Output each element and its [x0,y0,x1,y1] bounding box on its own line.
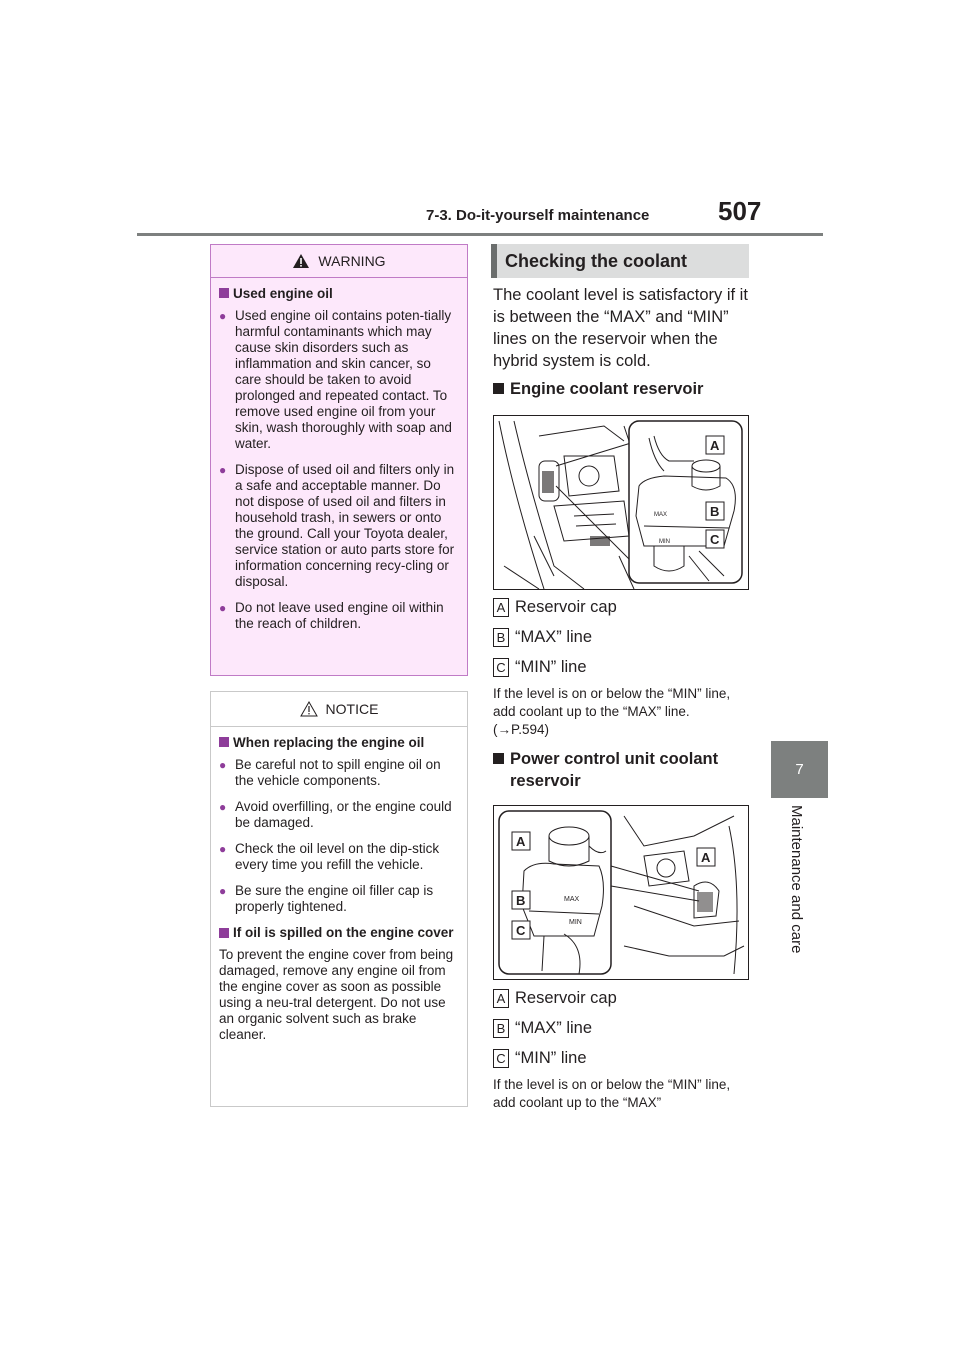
svg-text:MIN: MIN [659,539,670,545]
warning-box [210,244,468,676]
section-title: 7-3. Do-it-yourself maintenance [426,207,650,224]
svg-text:MIN: MIN [569,919,582,926]
list-item: ● Avoid overfilling, or the engine could be damaged. [219,799,452,830]
bullet-icon: ● [219,884,227,898]
svg-text:MAX: MAX [654,512,668,518]
pcu-reservoir-heading: Power control unit coolant [493,748,718,770]
list-item: ● Used engine oil contains poten-tially harmful contaminants which may cause skin disorders such as inflammation and skin cancer, so care should be taken to avoid prolonged and repeated contact. To remove used engine oil from your skin, wash thoroughly with soap and water. [219,308,452,451]
notice-title: NOTICE [325,701,379,717]
bullet-icon: ● [219,758,227,772]
engine-reservoir-heading: Engine coolant reservoir [493,378,703,400]
callout-c: C [516,923,526,938]
list-item: ● Be careful not to spill engine oil on the vehicle components. [219,757,441,788]
warning-header [211,245,467,278]
legend-item: B “MAX” line [493,1019,592,1038]
pcu-bay-illustration [494,806,748,979]
header-divider [137,233,823,236]
pcu-reservoir-figure [493,805,749,980]
list-item: ● Dispose of used oil and filters only in a safe and acceptable manner. Do not dispose of used oil and filters in household trash, in sewers or onto the ground. Call your Toyota dealer, service station or auto parts store for information concerning recy-cling or disposal. [219,462,455,589]
engine-reservoir-figure [493,415,749,590]
list-item: ● Check the oil level on the dip-stick every time you refill the vehicle. [219,841,440,872]
callout-c: C [710,532,720,547]
callout-a: A [710,438,720,453]
legend-item: C “MIN” line [493,658,587,677]
square-bullet-icon [219,288,229,298]
square-bullet-icon [219,928,229,938]
list-item: ● Do not leave used engine oil within the reach of children. [219,600,444,631]
legend-item: C “MIN” line [493,1049,587,1068]
bullet-icon: ● [219,601,227,615]
callout-a-engine: A [701,850,711,865]
callout-b: B [516,893,526,908]
square-bullet-icon [493,383,504,394]
callout-a: A [516,834,526,849]
notice-header [211,692,467,727]
warning-subheading: Used engine oil [219,286,459,302]
bullet-icon: ● [219,800,227,814]
section-heading: Checking the coolant [491,244,749,278]
svg-text:MAX: MAX [564,896,580,903]
square-bullet-icon [219,737,229,747]
list-item: ● Be sure the engine oil filler cap is properly tightened. [219,883,434,914]
bullet-icon: ● [219,309,227,323]
bullet-icon: ● [219,463,227,477]
bullet-icon: ● [219,842,227,856]
callout-b: B [710,504,720,519]
pcu-reservoir-note: If the level is on or below the “MIN” line, add coolant up to the “MAX” [493,1077,731,1110]
legend-item: A Reservoir cap [493,598,617,617]
notice-subheading: When replacing the engine oil [219,735,459,751]
legend-item: B “MAX” line [493,628,592,647]
notice-box [210,691,468,1107]
legend-item: A Reservoir cap [493,989,617,1008]
pcu-reservoir-heading-2: reservoir [510,772,581,790]
intro-paragraph: The coolant level is satisfactory if it is between the “MAX” and “MIN” lines on the reservoir when the hybrid system is cold. [493,286,748,370]
engine-bay-illustration [494,416,748,589]
chapter-tab[interactable]: 7 [771,741,828,798]
notice-paragraph: To prevent the engine cover from being damaged, remove any engine oil from the engine cover as soon as possible using a neu-tral detergent. Do not use an organic solvent such as brake cleaner. [219,947,454,1042]
chapter-label: Maintenance and care [788,805,805,954]
square-bullet-icon [493,753,504,764]
engine-reservoir-note: If the level is on or below the “MIN” line, add coolant up to the “MAX” line. (→P.594) [493,686,731,737]
warning-triangle-icon [292,253,310,269]
page-number: 507 [718,196,762,226]
caution-triangle-icon [300,701,318,717]
notice-subheading: If oil is spilled on the engine cover [219,925,459,941]
warning-title: WARNING [318,253,386,269]
